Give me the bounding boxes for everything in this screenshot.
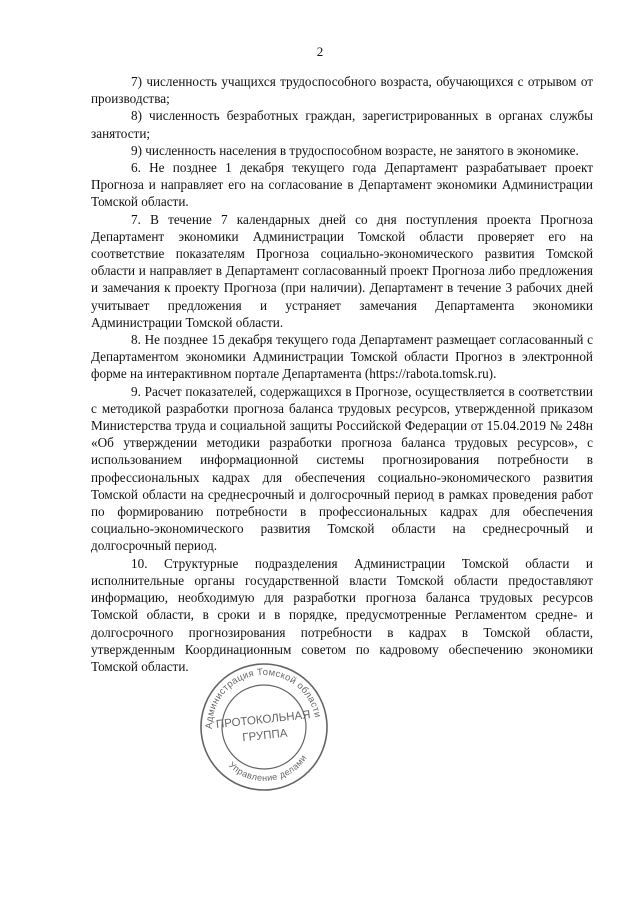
stamp-seal-icon	[196, 659, 332, 795]
item-8: 8) численность безработных граждан, зарегистрированных в органах службы занятости;	[91, 108, 593, 141]
protocol-group-stamp	[196, 659, 332, 795]
clause-7: 7. В течение 7 календарных дней со дня поступления проекта Прогноза Департамент экономики Администрации Томской области проверяет его на соответствие показателям Прогноза социально-экономического развития Томской области и направляет в Департамент согласованный проект Прогноза либо предложения и замечания к проекту Прогноза (при наличии). Департамент в течение 3 рабочих дней учитывает предложения и устраняет замечания Департамента экономики Администрации Томской области.	[91, 211, 593, 330]
stamp-center-line1: ПРОТОКОЛЬНАЯ	[215, 709, 312, 731]
clause-9: 9. Расчет показателей, содержащихся в Прогнозе, осуществляется в соответствии с методикой разработки прогноза баланса трудовых ресурсов, утвержденной приказом Министерства труда и социальной защиты Российской Федерации от 15.04.2019 № 248н «Об утверждении методики разработки прогноза баланса трудовых ресурсов», с использованием информационной системы прогнозирования потребности в профессиональных кадрах для обеспечения социально-экономического развития Томской области на среднесрочный и долгосрочный период в рамках проведения работ по формированию потребности в профессиональных кадрах для обеспечения социально-экономического развития Томской области на среднесрочный и долгосрочный период.	[91, 383, 593, 554]
clause-8: 8. Не позднее 15 декабря текущего года Департамент размещает согласованный с Департаментом экономики Администрации Томской области Прогноз в электронной форме на интерактивном портале Департамента (https://rabota.tomsk.ru).	[91, 332, 593, 382]
item-9: 9) численность населения в трудоспособном возрасте, не занятого в экономике.	[131, 142, 579, 158]
stamp-center-line2: ГРУППА	[241, 727, 289, 745]
svg-text:Управление делами	[226, 752, 310, 787]
stamp-outer-text: Администрация Томской области	[203, 666, 324, 730]
document-body	[91, 73, 593, 675]
stamp-bottom-text: Управление делами	[226, 752, 309, 783]
item-7: 7) численность учащихся трудоспособного возраста, обучающихся с отрывом от производства;	[91, 74, 593, 107]
page-number: 2	[316, 44, 324, 59]
clause-6: 6. Не позднее 1 декабря текущего года Департамент разрабатывает проект Прогноза и направляет его на согласование в Департамент экономики Администрации Томской области.	[91, 160, 593, 210]
clause-10: 10. Структурные подразделения Администрации Томской области и исполнительные органы государственной власти Томской области предоставляют информацию, необходимую для разработки прогноза баланса трудовых ресурсов Томской области, в сроки и в порядке, предусмотренные Регламентом средне- и долгосрочного прогнозирования потребности в кадрах в Томской области, утвержденным Координационным советом по кадровому обеспечению экономики Томской области.	[91, 555, 593, 674]
